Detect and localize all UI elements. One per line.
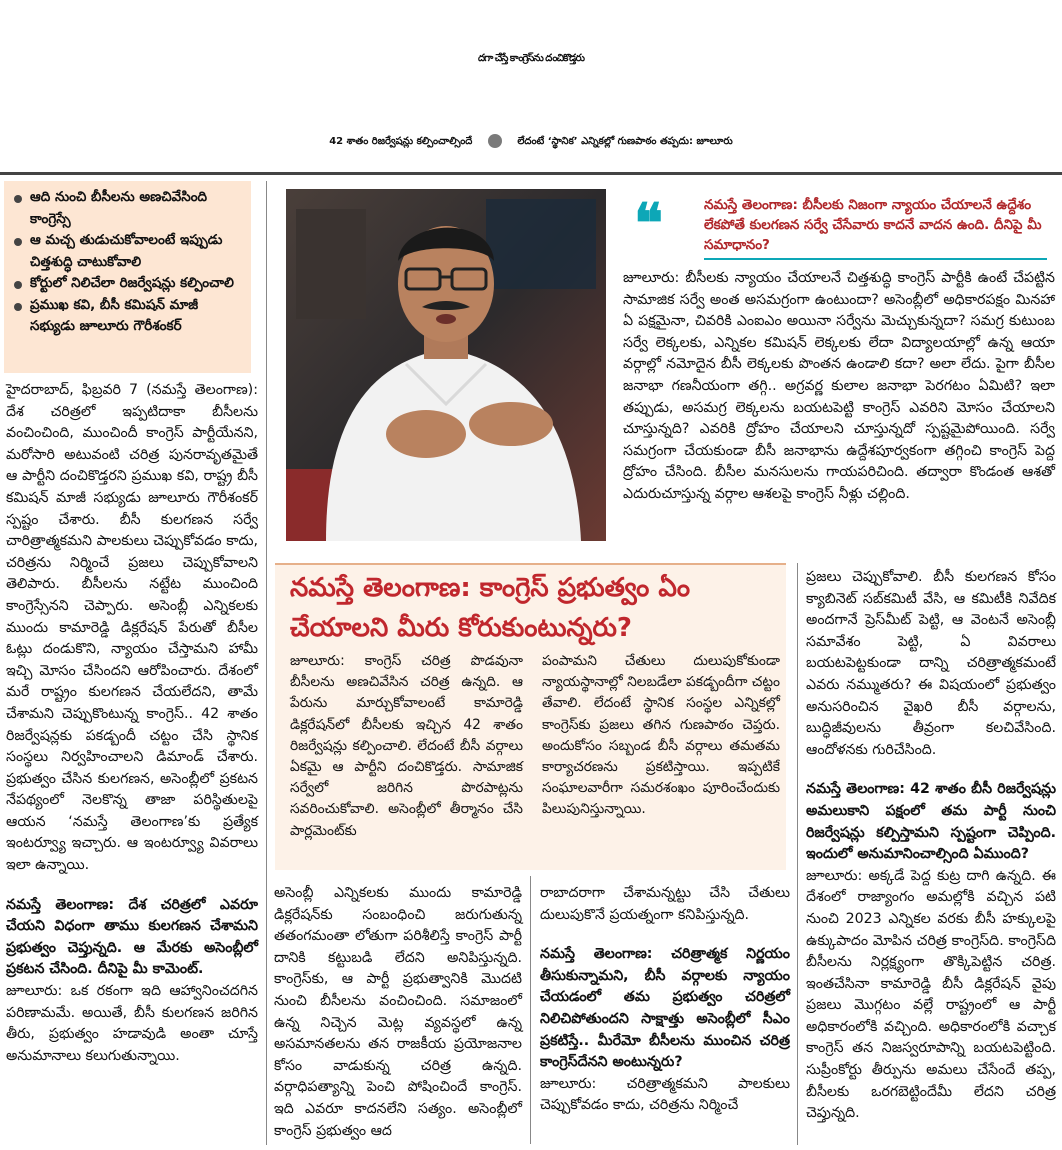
subheadline-right: లేదంటే ‘స్థానిక’ ఎన్నికల్లో గుణపాఠం తప్పదు: జూలూరు: [517, 136, 733, 147]
headline: దగా చేస్తే కాంగ్రెస్‌ను దంచికొడ్తరు: [478, 53, 584, 64]
column-3-bottom-text: [540, 883, 790, 1117]
top-question: నమస్తే తెలంగాణ: బీసీలకు నిజంగా న్యాయం చేయాలనే ఉద్దేశం లేకపోతే కులగణన సర్వే చేసేవారు కాదనే వాదన ఉంది. దీనిపై మీ సమాధానం?: [704, 197, 1042, 253]
portrait-image: [286, 189, 606, 541]
highlight-item: ప్రముఖ కవి, బీసీ కమిషన్ మాజీ సభ్యుడు జూలూరు గౌరీశంకర్: [10, 295, 245, 338]
subheadline: [0, 122, 1062, 162]
body-paragraph: ప్రజలు చెప్పుకోవాలి. బీసీ కులగణన కోసం క్యాబినెట్ సబ్‌కమిటీ వేసి, ఆ కమిటీకి నివేదిక అందగానే ప్రెస్‌మీట్ పెట్టి, ఆ వెంటనే అసెంబ్లీ సమావేశం పెట్టి, ఏ వివరాలు బయటపెట్టకుండా దాన్ని చరిత్రాత్మకమంటే ఎవరు నమ్ముతరు? ఈ విషయంలో ప్రభుత్వం అనుసరించిన వైఖరి బీసీ వర్గాలను, బుద్ధిజీవులను తీవ్రంగా కలచివేసింది. ఆందోళనకు గురిచేసింది.: [806, 569, 1056, 758]
highlight-item: కోర్టులో నిలిచేలా రిజర్వేషన్లు కల్పించాలి: [10, 273, 245, 295]
body-paragraph: అసెంబ్లీ ఎన్నికలకు ముందు కామారెడ్డి డిక్లరేషన్‌కు సంబంధించి జరుగుతున్న తతంగమంతా లోతుగా పరిశీలిస్తే కాంగ్రెస్ పార్టీ దానికి కట్టుబడి లేదని అనిపిస్తున్నది. కాంగ్రెస్‌కు, ఆ పార్టీ ప్రభుత్వానికి మొదటి నుంచి బీసీలను వంచించింది. సమాజంలో ఉన్న నిచ్చెన మెట్ల వ్యవస్థలో ఉన్న అసమానతలను తన రాజకీయ ప్రయోజనాల కోసం వాడుకున్న చరిత్ర ఉన్నది. వర్గాధిపత్యాన్ని పెంచి పోషించిందే కాంగ్రెస్. ఇది ఎవరూ కాదనలేని సత్యం. అసెంబ్లీలో కాంగ్రెస్ ప్రభుత్వం ఆద: [274, 885, 522, 1139]
mid-answer-col-b: [542, 651, 780, 821]
quote-mark-icon: ❝: [634, 191, 664, 255]
question-paragraph: నమస్తే తెలంగాణ: 42 శాతం బీసీ రిజర్వేషన్లు అమలుకాని పక్షంలో తమ పార్టీ నుంచి రిజర్వేషన్లు కల్పిస్తామని స్పష్టంగా చెప్పింది. ఇందులో అనుమానించాల్సింది ఏముంది?: [806, 781, 1056, 863]
header-rule: [0, 172, 1062, 175]
mid-answer-col-a: [290, 651, 523, 842]
interviewee-photo: [286, 189, 606, 541]
column-1-text: [6, 380, 258, 1067]
answer-paragraph: జూలూరు: అక్కడే పెద్ద కుట్ర దాగి ఉన్నది. ఈ దేశంలో రాజ్యాంగం అమల్లోకి వచ్చిన పటి నుంచి 2023 ఎన్నికల వరకు బీసీ హక్కులపై ఉక్కుపాదం మోపిన చరిత్ర కాంగ్రెస్‌ది. కాంగ్రెస్‌ది బీసీలను నిర్లక్ష్యంగా తొక్కిపెట్టిన చరిత్ర. ఇంతచేసినా కామారెడ్డి బీసీ డిక్లరేషన్ వైపు ప్రజలు మొగ్గటం వల్లే రాష్ట్రంలో ఆ పార్టీ అధికారంలోకి వచ్చింది. అధికారంలోకి వచ్చాక కాంగ్రెస్ తన నిజస్వరూపాన్ని బయటపెట్టింది. సుప్రీంకోర్టు తీర్పును అమలు చేసేందే తప్ప, బీసీలకు ఒరగబెట్టిందేమీ లేదని చరిత్ర చెప్తున్నది.: [806, 867, 1056, 1122]
bullet-separator-icon: [488, 134, 502, 148]
subheadline-left: 42 శాతం రిజర్వేషన్లు కల్పించాల్సిందే: [329, 136, 473, 147]
answer-paragraph: జూలూరు: చరిత్రాత్మకమని పాలకులు చెప్పుకోవడం కాదు, చరిత్రను నిర్మించే: [540, 1075, 790, 1114]
column-rule: [530, 876, 531, 1144]
mid-question-title: నమస్తే తెలంగాణ: కాంగ్రెస్ ప్రభుత్వం ఏం చేయాలని మీరు కోరుకుంటున్నరు?: [290, 573, 690, 643]
highlights-box: [4, 181, 251, 373]
question-underline: [704, 258, 1047, 260]
right-answer-text: [623, 268, 1055, 506]
intro-paragraph: హైదరాబాద్, ఫిబ్రవరి 7 (నమస్తే తెలంగాణ): దేశ చరిత్రలో ఇప్పటిదాకా బీసీలను వంచించింది, ముంచిందీ కాంగ్రెస్ పార్టీయేనని, మరోసారి అటువంటి చరిత్ర పునరావృతమైతే ఆ పార్టీని దంచికొడ్తరని ప్రముఖ కవి, రాష్ట్ర బీసీ కమిషన్ మాజీ సభ్యుడు జూలూరు గౌరీశంకర్ స్పష్టం చేశారు. బీసీ కులగణన సర్వే చారిత్రాత్మకమని పాలకులు చెప్పుకోవడం కాదు, చరిత్రను నిర్మించే ప్రజలు చెప్పుకోవాలని తెలిపారు. బీసీలను నట్టేట ముంచింది కాంగ్రెస్సేనని చెప్పారు. అసెంబ్లీ ఎన్నికలకు ముందు కామారెడ్డి డిక్లరేషన్ పేరుతో బీసీల ఓట్లు దండుకొని, న్యాయం చేస్తామని హామీ ఇచ్చి మోసం చేసిందని ఆరోపించారు. దేశంలో మరే రాష్ట్రం కులగణన చేయలేదని, తామే చేశామని చెప్పుకొంటున్న కాంగ్రెస్.. 42 శాతం రిజర్వేషన్లకు పకడ్బందీ చట్టం చేసి స్థానిక సంస్థలు నిర్వహించాలని డిమాండ్ చేశారు. ప్రభుత్వం చేసిన కులగణన, అసెంబ్లీలో ప్రకటన నేపథ్యంలో నెలకొన్న తాజా పరిస్థితులపై ఆయన ‘నమస్తే తెలంగాణ’కు ప్రత్యేక ఇంటర్వ్యూ ఇచ్చారు. ఆ ఇంటర్వ్యూ వివరాలు ఇలా ఉన్నాయి.: [6, 382, 258, 874]
column-4-text: [806, 567, 1056, 1125]
answer-paragraph: జూలూరు: బీసీలకు న్యాయం చేయాలనే చిత్తశుద్ధి కాంగ్రెస్ పార్టీకి ఉంటే చేపట్టిన సామాజిక సర్వే అంత అసమగ్రంగా ఉంటుందా? అసెంబ్లీలో అధికారపక్షం మినహా ఏ పక్షమైనా, చివరికి ఎంఐఎం అయినా సర్వేను మెచ్చుకున్నదా? సమగ్ర కుటుంబ సర్వే లెక్కలకు, ఎన్నికల కమిషన్ లెక్కలకు లేదా విద్యాలయాల్లో ఉన్న ఆయా వర్గాల్లో నమోదైన బీసీ లెక్కలకు పొంతన ఉండాలి కదా? అలా లేదు. పైగా బీసీల జనాభా గణనీయంగా తగ్గి.. అగ్రవర్ణ కులాల జనాభా పెరగటం ఏమిటి? ఇలా తప్పుడు, అసమగ్ర లెక్కలను బయటపెట్టి కాంగ్రెస్ ఎవరిని మోసం చేయాలని చూస్తున్నది? ఎవరికి ద్రోహం చేయాలని చూస్తున్నదో స్పష్టమైపోయింది. సర్వే సమగ్రంగా చేయకుండా బీసీ జనాభాను ఉద్దేశపూర్వకంగా తగ్గించి కాంగ్రెస్ పెద్ద ద్రోహం చేసింది. బీసీల మనసులను గాయపరిచింది. తద్వారా కొండంత ఆశతో ఎదురుచూస్తున్న వర్గాల ఆశలపై కాంగ్రెస్ నీళ్లు చల్లింది.: [623, 270, 1055, 502]
column-2-bottom-text: [274, 883, 522, 1142]
answer-paragraph: పంపామని చేతులు దులుపుకోకుండా న్యాయస్థానాల్లో నిలబడేలా పకడ్బందీగా చట్టం తేవాలి. లేదంటే స్థానిక సంస్థల ఎన్నికల్లో కాంగ్రెస్‌కు ప్రజలు తగిన గుణపాఠం చెప్తరు. అందుకోసం సబ్బండ బీసీ వర్గాలు తమతమ కార్యాచరణను ప్రకటిస్తాయి. ఇప్పటికే సంఘాలవారీగా సమరశంఖం పూరించేందుకు పిలుపునిస్తున్నాయి.: [542, 653, 781, 818]
highlight-item: ఆది నుంచి బీసీలను అణచివేసింది కాంగ్రెస్సే: [10, 187, 245, 230]
answer-paragraph: జూలూరు: ఒక రకంగా ఇది ఆహ్వానించదగిన పరిణామమే. అయితే, బీసీ కులగణన జరిగిన తీరు, ప్రభుత్వం హడావుడి అంతా చూస్తే అనుమానాలు కలుగుతున్నాయి.: [6, 983, 258, 1064]
answer-paragraph: జూలూరు: కాంగ్రెస్ చరిత్ర పొడవునా బీసీలను అణచివేసిన చరిత్ర ఉన్నది. ఆ పేరును మార్చుకోవాలంటే కామారెడ్డి డిక్లరేషన్‌లో బీసీలకు ఇచ్చిన 42 శాతం రిజర్వేషన్లు కల్పించాలి. లేదంటే బీసీ వర్గాలు ఏకమై ఆ పార్టీని దంచికొడ్తరు. సామాజిక సర్వేలో జరిగిన పొరపాట్లను సవరించుకోవాలి. అసెంబ్లీలో తీర్మానం చేసి పార్లమెంట్‌కు: [290, 653, 523, 839]
column-rule: [266, 181, 267, 1145]
question-paragraph: నమస్తే తెలంగాణ: చరిత్రాత్మక నిర్ణయం తీసుకున్నామని, బీసీ వర్గాలకు న్యాయం చేయడంలో తమ ప్రభుత్వం చరిత్రలో నిలిచిపోతుందని సాక్షాత్తు అసెంబ్లీలో సీఎం ప్రకటిస్తే.. మీరేమో బీసీలను ముంచిన చరిత్ర కాంగ్రెస్‌దేనని అంటున్నరు?: [540, 946, 790, 1071]
question-paragraph: నమస్తే తెలంగాణ: దేశ చరిత్రలో ఎవరూ చేయని విధంగా తాము కులగణన చేశామని ప్రభుత్వం చెప్తున్నది. ఆ మేరకు అసెంబ్లీలో ప్రకటన చేసింది. దీనిపై మీ కామెంట్.: [6, 896, 258, 978]
body-paragraph: రాబాదరాగా చేశామన్నట్టు చేసి చేతులు దులుపుకొనే ప్రయత్నంగా కనిపిస్తున్నది.: [540, 885, 790, 923]
column-rule: [797, 563, 798, 1145]
highlight-item: ఆ మచ్చ తుడుచుకోవాలంటే ఇప్పుడు చిత్తశుద్ధి చాటుకోవాలి: [10, 230, 245, 273]
